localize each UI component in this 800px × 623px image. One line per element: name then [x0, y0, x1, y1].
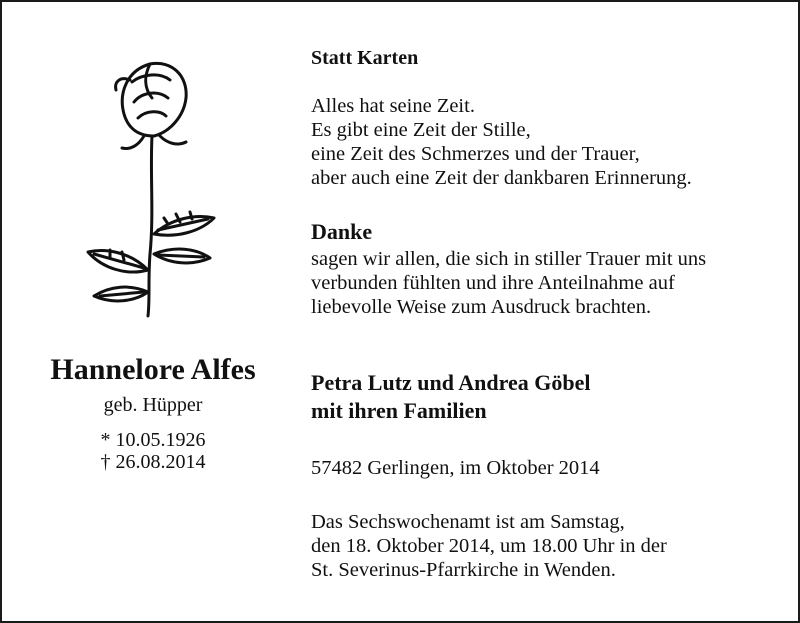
- service-line: Das Sechswochenamt ist am Samstag,: [311, 511, 625, 533]
- service-line: den 18. Oktober 2014, um 18.00 Uhr in der: [311, 535, 667, 557]
- quote-paragraph: [311, 94, 781, 190]
- birth-date: * 10.05.1926: [100, 429, 206, 451]
- thanks-paragraph: [311, 247, 781, 319]
- quote-line: Alles hat seine Zeit.: [311, 95, 475, 117]
- rose-icon: [72, 54, 232, 319]
- death-date: † 26.08.2014: [100, 451, 206, 473]
- quote-line: Es gibt eine Zeit der Stille,: [311, 119, 531, 141]
- life-dates: [2, 429, 304, 473]
- service-line: St. Severinus-Pfarrkirche in Wenden.: [311, 559, 616, 581]
- signature-line: mit ihren Familien: [311, 398, 487, 423]
- quote-line: aber auch eine Zeit der dankbaren Erinnerung.: [311, 167, 692, 189]
- place-date: 57482 Gerlingen, im Oktober 2014: [311, 457, 600, 479]
- deceased-name: Hannelore Alfes: [50, 353, 256, 386]
- thanks-heading: Danke: [311, 219, 373, 244]
- signature-line: Petra Lutz und Andrea Göbel: [311, 370, 591, 395]
- thanks-line: liebevolle Weise zum Ausdruck brachten.: [311, 296, 652, 318]
- notice-heading: Statt Karten: [311, 47, 419, 69]
- thanks-line: verbunden fühlten und ihre Anteilnahme auf: [311, 272, 675, 294]
- service-notice: [311, 510, 781, 582]
- thanks-line: sagen wir allen, die sich in stiller Trauer mit uns: [311, 248, 707, 270]
- birth-name: geb. Hüpper: [103, 394, 203, 416]
- signature: [311, 369, 781, 425]
- quote-line: eine Zeit des Schmerzes und der Trauer,: [311, 143, 640, 165]
